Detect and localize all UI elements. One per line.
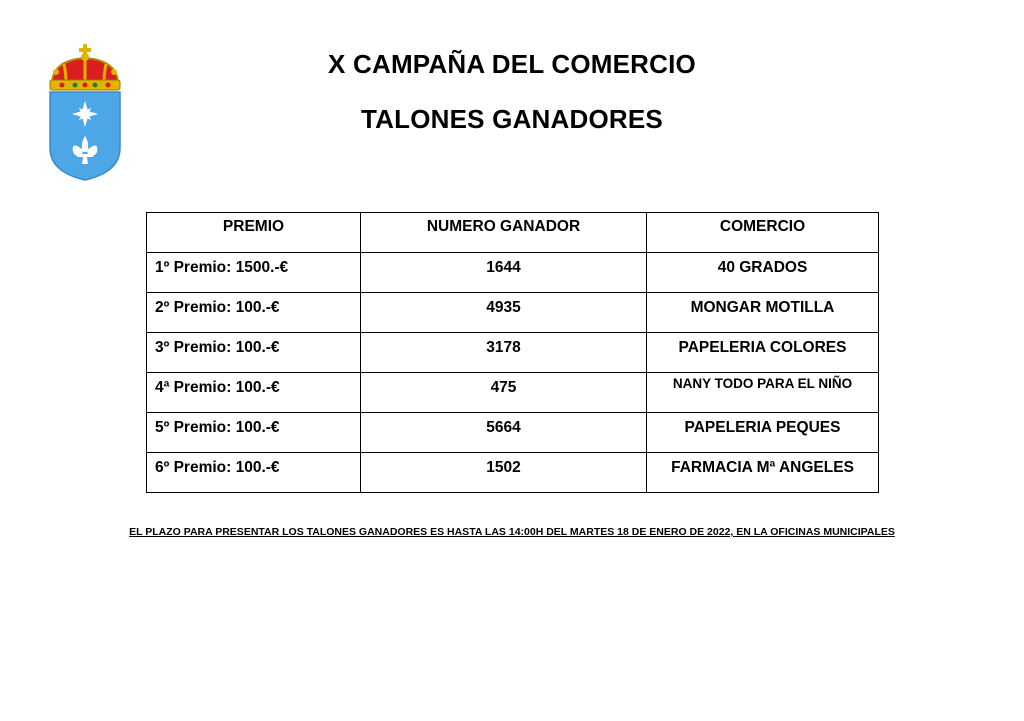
cell-comercio: PAPELERIA PEQUES <box>647 413 879 453</box>
cell-premio: 5º Premio: 100.-€ <box>147 413 361 453</box>
cell-numero: 475 <box>361 373 647 413</box>
page-title: X CAMPAÑA DEL COMERCIO <box>328 49 696 79</box>
column-header-comercio: COMERCIO <box>647 213 879 253</box>
column-header-numero-ganador: NUMERO GANADOR <box>361 213 647 253</box>
winners-table <box>146 212 879 493</box>
table-row <box>147 333 879 373</box>
cell-comercio: MONGAR MOTILLA <box>647 293 879 333</box>
page-subtitle: TALONES GANADORES <box>361 104 663 134</box>
table-header-row <box>147 213 879 253</box>
cell-premio: 6º Premio: 100.-€ <box>147 453 361 493</box>
cell-comercio: PAPELERIA COLORES <box>647 333 879 373</box>
cell-numero: 3178 <box>361 333 647 373</box>
table-row <box>147 373 879 413</box>
cell-comercio: NANY TODO PARA EL NIÑO <box>647 373 879 413</box>
cell-comercio: 40 GRADOS <box>647 253 879 293</box>
cell-premio: 1º Premio: 1500.-€ <box>147 253 361 293</box>
column-header-premio: PREMIO <box>147 213 361 253</box>
cell-numero: 1502 <box>361 453 647 493</box>
cell-numero: 5664 <box>361 413 647 453</box>
cell-premio: 3º Premio: 100.-€ <box>147 333 361 373</box>
cell-premio: 2º Premio: 100.-€ <box>147 293 361 333</box>
table-row <box>147 413 879 453</box>
deadline-note: EL PLAZO PARA PRESENTAR LOS TALONES GANADORES ES HASTA LAS 14:00H DEL MARTES 18 DE ENERO DE 2022, EN LA OFICINAS MUNICIPALES <box>129 526 895 538</box>
table-row <box>147 453 879 493</box>
table-row <box>147 293 879 333</box>
cell-premio: 4ª Premio: 100.-€ <box>147 373 361 413</box>
table-row <box>147 253 879 293</box>
cell-comercio: FARMACIA Mª ANGELES <box>647 453 879 493</box>
cell-numero: 4935 <box>361 293 647 333</box>
cell-numero: 1644 <box>361 253 647 293</box>
